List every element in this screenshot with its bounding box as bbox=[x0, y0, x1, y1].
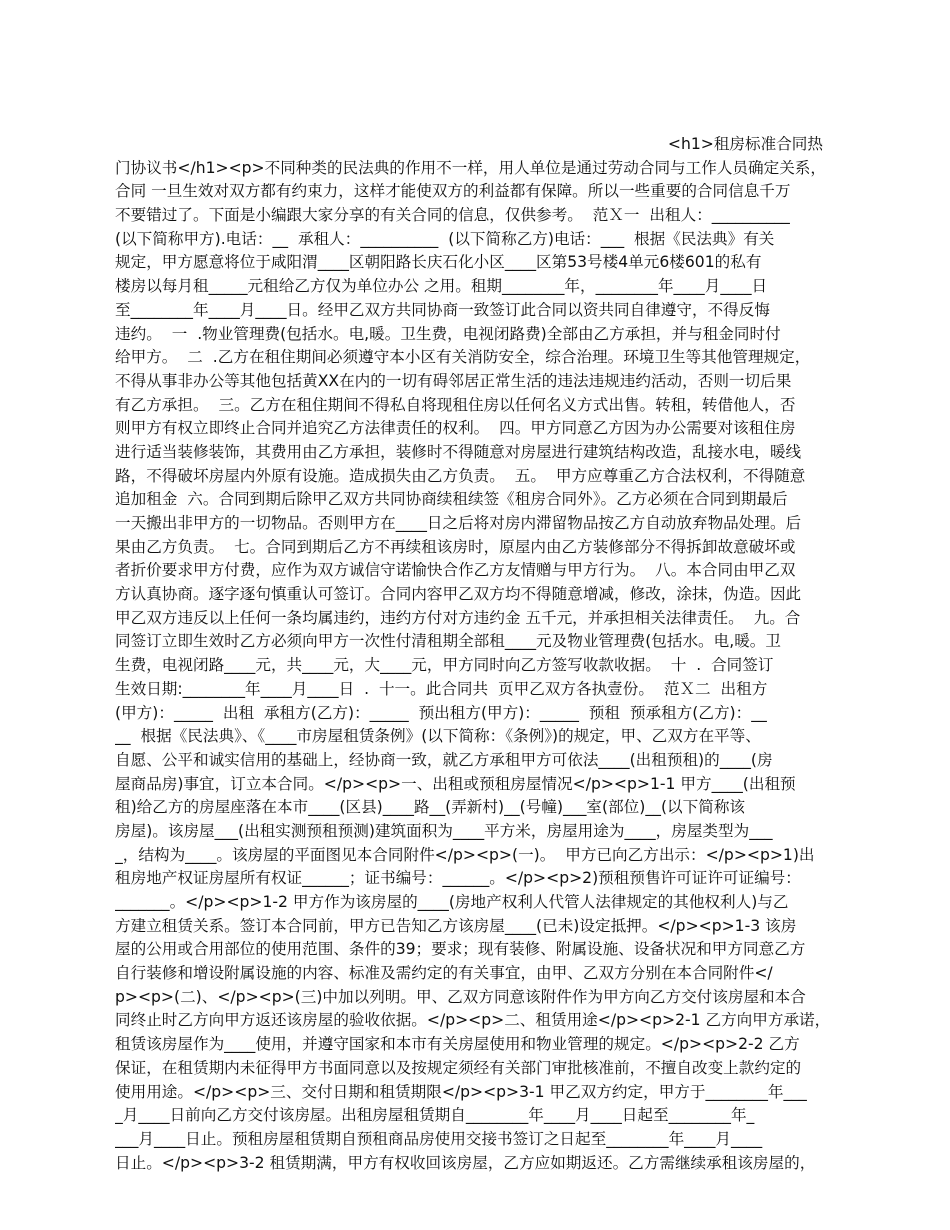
text-line: 生费，电视闭路____元，共____元，大____元，甲方同时向乙方签写收款收据。 十 . 合同签订 bbox=[115, 656, 774, 675]
text-line: 同终止时乙方向甲方返还该房屋的验收依据。</p><p>二、租赁用途</p><p>2-1 乙方向甲方承诺， bbox=[115, 1011, 831, 1030]
text-line: _月____日前向乙方交付该房屋。出租房屋租赁期自________年____月____日起至________年_ bbox=[115, 1106, 755, 1125]
text-line: 日止。</p><p>3-2 租赁期满，甲方有权收回该房屋，乙方应如期返还。乙方需继续承租该房屋的， bbox=[115, 1153, 816, 1172]
document-body bbox=[115, 133, 835, 1175]
text-line: 方认真协商。逐字逐句慎重认可签订。合同内容甲乙双方均不得随意增减，修改，涂抹，伪造。因此 bbox=[115, 585, 802, 604]
text-line: <h1>租房标准合同热 bbox=[667, 135, 823, 153]
text-line: 则甲方有权立即终止合同并追究乙方法律责任的权利。 四。甲方同意乙方因为办公需要对该租住房 bbox=[115, 419, 796, 438]
text-line: 至________年____月____日。经甲乙双方共同协商一致签订此合同以资共同自律遵守，不得反悔 bbox=[115, 300, 770, 319]
text-line: p><p>(二)、</p><p>(三)中加以列明。甲、乙双方同意该附件作为甲方向乙方交付该房屋和本合 bbox=[115, 987, 806, 1006]
text-line: 一天搬出非甲方的一切物品。否则甲方在____日之后将对房内滞留物品按乙方自动放弃物品处理。后 bbox=[115, 514, 802, 532]
text-line: 租房地产权证房屋所有权证______；证书编号：______。</p><p>2)预租预售许可证许可证编号： bbox=[115, 869, 801, 888]
text-line: 楼房以每月租_____元租给乙方仅为单位办公 之用。租期________年，________年____月____日 bbox=[115, 277, 768, 296]
text-line: (甲方)：_____ 出租 承租方(乙方)：_____ 预出租方(甲方)：_____ 预租 预承租方(乙方)：__ bbox=[115, 703, 767, 722]
text-line: __ 根据《民法典》、《____市房屋租赁条例》(以下简称：《条例》)的规定，甲、乙双方在平等、 bbox=[115, 727, 761, 746]
text-line: 规定，甲方愿意将位于咸阳渭____区朝阳路长庆石化小区____区第53号楼4单元6楼601的私有 bbox=[115, 253, 762, 272]
text-line: 违约。 一 .物业管理费(包括水。电,暖。卫生费，电视闭路费)全部由乙方承担，并与租金同时付 bbox=[115, 324, 781, 343]
text-line: 给甲方。 二 .乙方在租住期间必须遵守本小区有关消防安全，综合治理。环境卫生等其他管理规定， bbox=[115, 348, 811, 367]
text-line: 同签订立即生效时乙方必须向甲方一次性付清租期全部租____元及物业管理费(包括水。电,暖。卫 bbox=[115, 632, 781, 651]
text-line: 合同 一旦生效对双方都有约束力，这样才能使双方的利益都有保障。所以一些重要的合同信息千万 bbox=[115, 182, 791, 201]
text-line: _______。</p><p>1-2 甲方作为该房屋的____(房地产权利人代管人法律规定的其他权利人)与乙 bbox=[115, 893, 789, 911]
text-line: 自愿、公平和诚实信用的基础上，经协商一致，就乙方承租甲方可依法____(出租预租)的____(房 bbox=[115, 750, 773, 769]
text-line: 自行装修和增设附属设施的内容、标准及需约定的有关事宜，由甲、乙双方分别在本合同附件</ bbox=[115, 964, 773, 983]
text-line: 生效日期:________年____月____日 . 十一。此合同共 页甲乙双方各执壹份。 范Ｘ二 出租方 bbox=[115, 679, 768, 698]
text-line: 房屋)。该房屋___(出租实测预租预测)建筑面积为____平方米，房屋用途为____，房屋类型为___ bbox=[115, 821, 773, 840]
text-line: 屋商品房)事宜，订立本合同。</p><p>一、出租或预租房屋情况</p><p>1-1 甲方____(出租预 bbox=[115, 774, 796, 793]
text-line: 方建立租赁关系。签订本合同前，甲方已告知乙方该房屋____(已未)设定抵押。</p><p>1-3 该房 bbox=[115, 916, 797, 935]
text-line: 不要错过了。下面是小编跟大家分享的有关合同的信息，仅供参考。 范Ｘ一 出租人：__________ bbox=[115, 206, 790, 225]
text-line: 进行适当装修装饰，其费用由乙方承担，装修时不得随意对房屋进行建筑结构改造，乱接水电，暖线 bbox=[115, 442, 802, 461]
text-line: 者折价要求甲方付费，应作为双方诚信守诺愉快合作乙方友情赠与甲方行为。 八。本合同由甲乙双 bbox=[115, 561, 796, 580]
text-line: 屋的公用或合用部位的使用范围、条件的39；要求；现有装修、附属设施、设备状况和甲方同意乙方 bbox=[115, 940, 806, 959]
text-line: 租)给乙方的房屋座落在本市____(区县)____路__(弄新村)__(号幢)___室(部位)__(以下简称该 bbox=[115, 798, 746, 817]
text-line: 果由乙方负责。 七。合同到期后乙方不再续租该房时，原屋内由乙方装修部分不得拆卸故意破坏或 bbox=[115, 537, 796, 556]
text-line: 租赁该房屋作为____使用，并遵守国家和本市有关房屋使用和物业管理的规定。</p><p>2-2 乙方 bbox=[115, 1035, 800, 1054]
text-line: _，结构为____。该房屋的平面图见本合同附件</p><p>(一)。 甲方已向乙方出示：</p><p>1)出 bbox=[115, 845, 815, 864]
text-line: 不得从事非办公等其他包括黄XX在内的一切有碍邻居正常生活的违法违规违约活动，否则一切后果 bbox=[115, 371, 792, 390]
text-line: ___月____日止。预租房屋租赁期自预租商品房使用交接书签订之日起至________年____月____ bbox=[115, 1129, 763, 1148]
text-line: 追加租金 六。合同到期后除甲乙双方共同协商续租续签《租房合同外》。乙方必须在合同到期最后 bbox=[115, 490, 788, 509]
text-line: 使用用途。</p><p>三、交付日期和租赁期限</p><p>3-1 甲乙双方约定，甲方于________年___ bbox=[115, 1082, 807, 1101]
text-line: 路，不得破坏房屋内外原有设施。造成损失由乙方负责。 五。 甲方应尊重乙方合法权利，不得随意 bbox=[115, 466, 806, 485]
text-line: (以下简称甲方).电话：__ 承租人：__________ (以下简称乙方)电话：___ 根据《民法典》有关 bbox=[115, 229, 775, 248]
text-line: 门协议书</h1><p>不同种类的民法典的作用不一样，用人单位是通过劳动合同与工作人员确定关系， bbox=[115, 158, 826, 177]
text-line: 甲乙双方违反以上任何一条均属违约，违约方付对方违约金 五千元，并承担相关法律责任。 九。合 bbox=[115, 608, 801, 627]
text-line: 保证，在租赁期内未征得甲方书面同意以及按规定须经有关部门审批核准前，不擅自改变上款约定的 bbox=[115, 1058, 802, 1077]
text-line: 有乙方承担。 三。乙方在租住期间不得私自将现租住房以任何名义方式出售。转租，转借他人，否 bbox=[115, 395, 796, 414]
